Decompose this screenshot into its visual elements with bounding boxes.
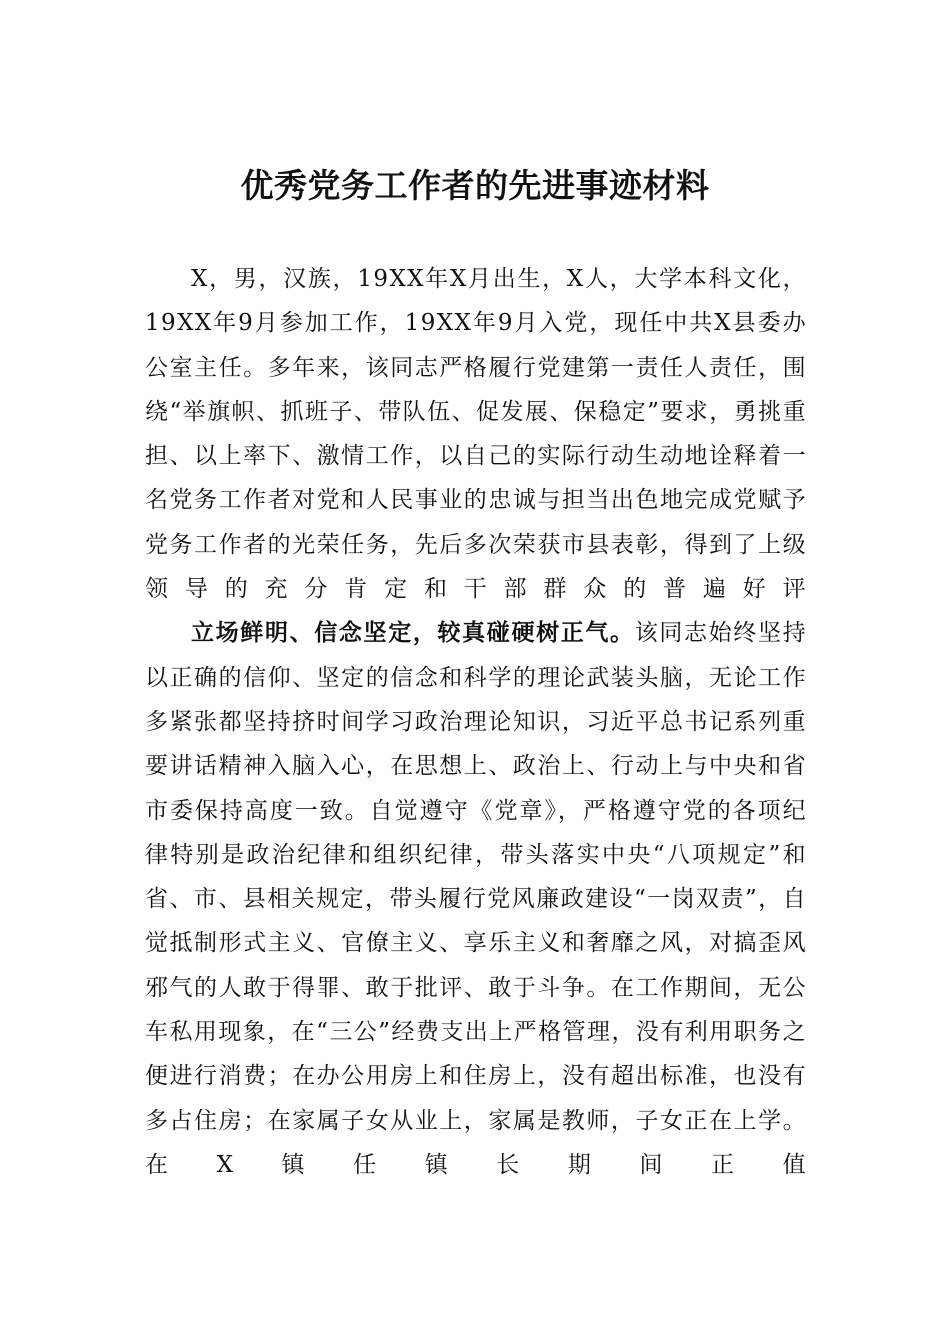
- paragraph-political-stance: [145, 611, 807, 1187]
- paragraph-lead-heading: 立场鲜明、信念坚定，较真碰硬树正气。: [191, 619, 635, 647]
- document-title: 优秀党务工作者的先进事迹材料: [240, 166, 710, 205]
- paragraph-intro: [145, 257, 807, 611]
- paragraph-intro-text: X，男，汉族，19XX年X月出生，X人，大学本科文化，19XX年9月参加工作，19XX年9月入党，现任中共X县委办公室主任。多年来，该同志严格履行党建第一责任人责任，围绕“举旗帜、抓班子、带队伍、促发展、保稳定”要求，勇挑重担、以上率下、激情工作，以自己的实际行动生动地诠释着一名党务工作者对党和人民事业的忠诚与担当出色地完成党赋予党务工作者的光荣任务，先后多次荣获市县表彰，得到了上级领导的充分肯定和干部群众的普遍好评: [145, 266, 807, 603]
- paragraph-political-stance-text: 该同志始终坚持以正确的信仰、坚定的信念和科学的理论武装头脑，无论工作多紧张都坚持挤时间学习政治理论知识，习近平总书记系列重要讲话精神入脑入心，在思想上、政治上、行动上与中央和省市委保持高度一致。自觉遵守《党章》，严格遵守党的各项纪律特别是政治纪律和组织纪律，带头落实中央“八项规定”和省、市、县相关规定，带头履行党风廉政建设“一岗双责”，自觉抵制形式主义、官僚主义、享乐主义和奢靡之风，对搞歪风邪气的人敢于得罪、敢于批评、敢于斗争。在工作期间，无公车私用现象，在“三公”经费支出上严格管理，没有利用职务之便进行消费；在办公用房上和住房上，没有超出标准，也没有多占住房；在家属子女从业上，家属是教师，子女正在上学。在X镇任镇长期间正值: [145, 620, 807, 1178]
- document-body: [145, 257, 807, 1187]
